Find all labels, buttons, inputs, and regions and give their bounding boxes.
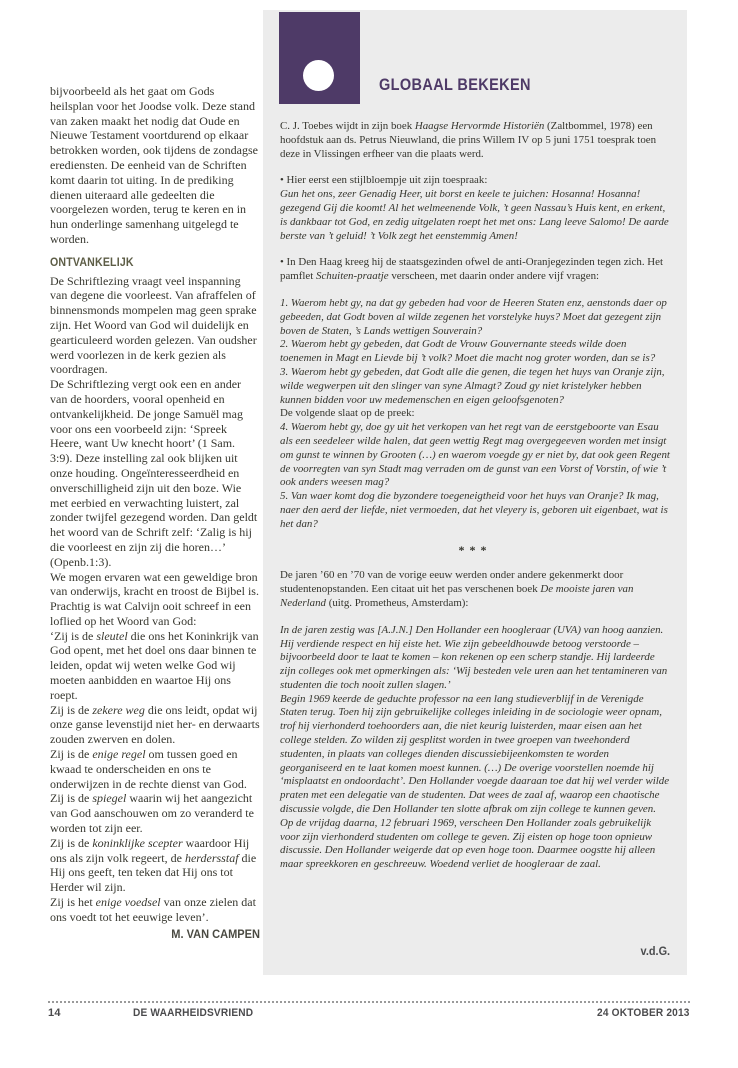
stars-separator: ***	[458, 542, 492, 557]
article-author: M. VAN CAMPEN	[171, 926, 260, 941]
article-paragraph: We mogen ervaren wat een geweldige bron van onderwijs, kracht en troost de Bijbel is. Prachtig is wat Calvijn ooit schreef in een loflied op het Woord van God:	[50, 569, 259, 628]
panel-author: v.d.G.	[640, 946, 670, 958]
book-quote: Begin 1969 keerde de geduchte professor na een lang studieverblijf in de Verenigde Staten terug. Toen hij zijn gebruikelijke colleges inleiding in de sociologie weer opnam, trof hij vierhonderd toehoorders aan, die niet keurig luisterden, maar eisen aan het college stelden. Zo wilden zij gesplitst worden in twee groepen van tweehonderd studenten, in plaats van colleges dienden discussiebijeenkomsten te worden georganiseerd en te laat komen moest kunnen. (…) De overige voorstellen noemde hij ‘misplaatst en ondoordacht’. Den Hollander voegde daaraan toe dat hij wel verder wilde praten met een delegatie van de studenten. Dat wees de zaal af, waarop een chaotische discussie volgde, die Den Hollander ten slotte afbrak om zijn college te kunnen geven.	[280, 692, 670, 816]
pamphlet-question: 1. Waerom hebt gy, na dat gy gebeden had voor de Heeren Staten enz, aenstonds daer op gebeeden, dat Godt boven al wilde zegenen het vorstelyke huys? Moet dat gezegent zijn boven de Staten, ’s Lands wettigen Souverain?	[280, 296, 667, 337]
calvin-quote-line: Zij is de koninklijke scepter waardoor Hij ons als zijn volk regeert, de herdersstaf die Hij ons geeft, ten teken dat Hij ons tot Herder wil zijn.	[50, 835, 257, 895]
panel-bullet-item: • Hier eerst een stijlbloempje uit zijn toespraak:	[280, 174, 488, 187]
left-article-column	[50, 84, 260, 941]
pamphlet-question: 3. Waerom hebt gy gebeden, dat Godt alle die genen, die tegen het huys van Oranje zijn, wilde wegwerpen uit den slinger van syne Almagt? Zoud gy niet kristelyker hebben kunnen bidden voor uw medemenschen en eigen geloofsgenoten?	[280, 365, 665, 406]
panel-bullet-item: • In Den Haag kreeg hij de staatsgezinden ofwel de anti-Oranjegezinden tegen zich. Het pamflet Schuiten-praatje verscheen, met daarin onder andere vijf vragen:	[280, 256, 664, 283]
panel-body	[280, 120, 670, 872]
calvin-quote-line: Zij is de zekere weg die ons leidt, opdat wij onze ganse levenstijd niet her- en derwaarts zouden zwerven en dolen.	[50, 702, 260, 747]
calvin-quote-line: Zij is het enige voedsel van onze zielen dat ons voedt tot het eeuwige leven’.	[50, 895, 256, 924]
section-logo	[279, 12, 360, 104]
calvin-quote-line: ‘Zij is de sleutel die ons het Koninkrijk van God opent, met het doel ons daar binnen te leiden, opdat wij weten welke God wij moeten aanbidden en waartoe Hij ons roept.	[50, 628, 259, 702]
article-paragraph: De Schriftlezing vraagt veel inspanning van degene die voorleest. Van afraffelen of binnensmonds mompelen mag geen sprake zijn. Het Woord van God wil duidelijk en gearticuleerd worden gelezen. Van oudsher werd voorlezen in de kerk gezien als voordragen.	[50, 273, 257, 377]
issue-date: 24 OKTOBER 2013	[597, 1007, 690, 1019]
pamphlet-question: 4. Waerom hebt gy, doe gy uit het verkopen van het regt van de eerstgeboorte van Esau als een seedeleer wilde halen, dat geen wettig Regt mag overgegeeven worden met insigt om gunst te winnen by Grooten (…) en waerom voegde gy er niet by, dat ook geen Regent de voorregten van syn Stadt mag verraden om de gunst van een Vorst of Vorstin, of wie ’t ook anders weesen mag?	[280, 421, 670, 489]
article-paragraph: bijvoorbeeld als het gaat om Gods heilsplan voor het Joodse volk. Deze stand van zaken maakt het nodig dat Oude en Nieuwe Testament voortdurend op elkaar betrokken worden, ook tijdens de zondagse erediensten. De eenheid van de Schriften komt daarin tot uiting. In de prediking dienen uiteraard alle gedeelten die voorgelezen worden, terug te keren en in hun onderlinge samenhang uitgelegd te worden.	[50, 84, 258, 246]
magazine-name: DE WAARHEIDSVRIEND	[133, 1007, 254, 1019]
panel-paragraph: De jaren ’60 en ’70 van de vorige eeuw werden onder andere gekenmerkt door studentenopstanden. Een citaat uit het pas verschenen boek De mooiste jaren van Nederland (uitg. Prometheus, Amsterdam):	[280, 569, 634, 609]
panel-interjection: De volgende slaat op de preek:	[280, 407, 415, 420]
book-quote: In de jaren zestig was [A.J.N.] Den Hollander een hoogleraar (UVA) van hoog aanzien. Hij verdiende respect en hij eiste het. Wie zijn gebeeldhouwde betoog verstoorde – bijvoorbeeld door te laat te komen – kon rekenen op een scherp standje. Hij lardeerde zijn colleges ook met opmerkingen als: ‘Wij besteden vele uren aan het tentamineren van studenten die toch nooit zullen slagen.’	[280, 623, 668, 691]
calvin-quote-line: Zij is de spiegel waarin wij het aangezicht van God aanschouwen om zo veranderd te worden tot zijn eer.	[50, 791, 254, 836]
pamphlet-question: 5. Van waer komt dog die byzondere toegeneigtheid voor het huys van Oranje? Ik mag, naer den aerd der liefde, niet vermoeden, dat het vleyery is, geboren uit eigenbaet, wat is het dan?	[280, 490, 668, 530]
calvin-quote-line: Zij is de enige regel om tussen goed en kwaad te onderscheiden en ons te onderwijzen in de rechte dienst van God.	[50, 747, 247, 791]
footer-divider	[48, 1001, 690, 1003]
pamphlet-question: 2. Waerom hebt gy gebeden, dat Godt de Vrouw Gouvernante steeds wilde doen toenemen in Magt en Lievde bij ’t volk? Moet die macht nog groter worden, dan se is?	[280, 338, 656, 365]
circle-icon	[303, 60, 334, 91]
panel-title: GLOBAAL BEKEKEN	[379, 76, 531, 94]
book-quote: Op de vrijdag daarna, 12 februari 1969, verscheen Den Hollander zoals gebruikelijk voor zijn vierhonderd studenten om college te geven. Zij eisten op hoge toon opnieuw discussie. Den Hollander weigerde dat op even hoge toon. Daarmee oogstte hij alleen maar spreekkoren en geschreeuw. Woedend verliet de hoogleraar de zaal.	[280, 816, 656, 871]
article-paragraph: De Schriftlezing vergt ook een en ander van de hoorders, vooral openheid en ontvankelijkheid. De jonge Samuël mag voor ons een voorbeeld zijn: ‘Spreek Heere, want Uw knecht hoort’ (1 Sam. 3:9). Deze instelling zal ook blijken uit onze houding. Ongeïnteresseerdheid en onverschilligheid zijn uit den boze. Wie met eerbied en verwachting luistert, zal zonder twijfel gezegend worden. Dan geldt het woord van de Schrift zelf: ‘Zalig is hij die voorleest en zijn zij die horen…’ (Openb.1:3).	[50, 377, 258, 569]
page-number: 14	[48, 1007, 61, 1019]
section-heading-ontvankelijk: ONTVANKELIJK	[50, 256, 134, 269]
panel-intro: C. J. Toebes wijdt in zijn boek Haagse Hervormde Historiën (Zaltbommel, 1978) een hoofdstuk aan ds. Petrus Nieuwland, die prins Willem IV op 5 juni 1751 toesprak toen deze in Vlissingen erfheer van die plaats werd.	[280, 120, 657, 160]
historical-quote: Gun het ons, zeer Genadig Heer, uit borst en keele te juichen: Hosanna! Hosanna! gezegend Gij die koomt! Al het welmeenende Volk, ’t geen Nassau’s Huis kent, en erkent, is dankbaar tot God, en zedig uitgelaten roept het met ons: Lang leeve Salomo! De aarde berste van ’t geluid! ’t Volk zegt het eenstemmig Amen!	[280, 188, 669, 242]
globaal-bekeken-panel	[263, 10, 687, 975]
